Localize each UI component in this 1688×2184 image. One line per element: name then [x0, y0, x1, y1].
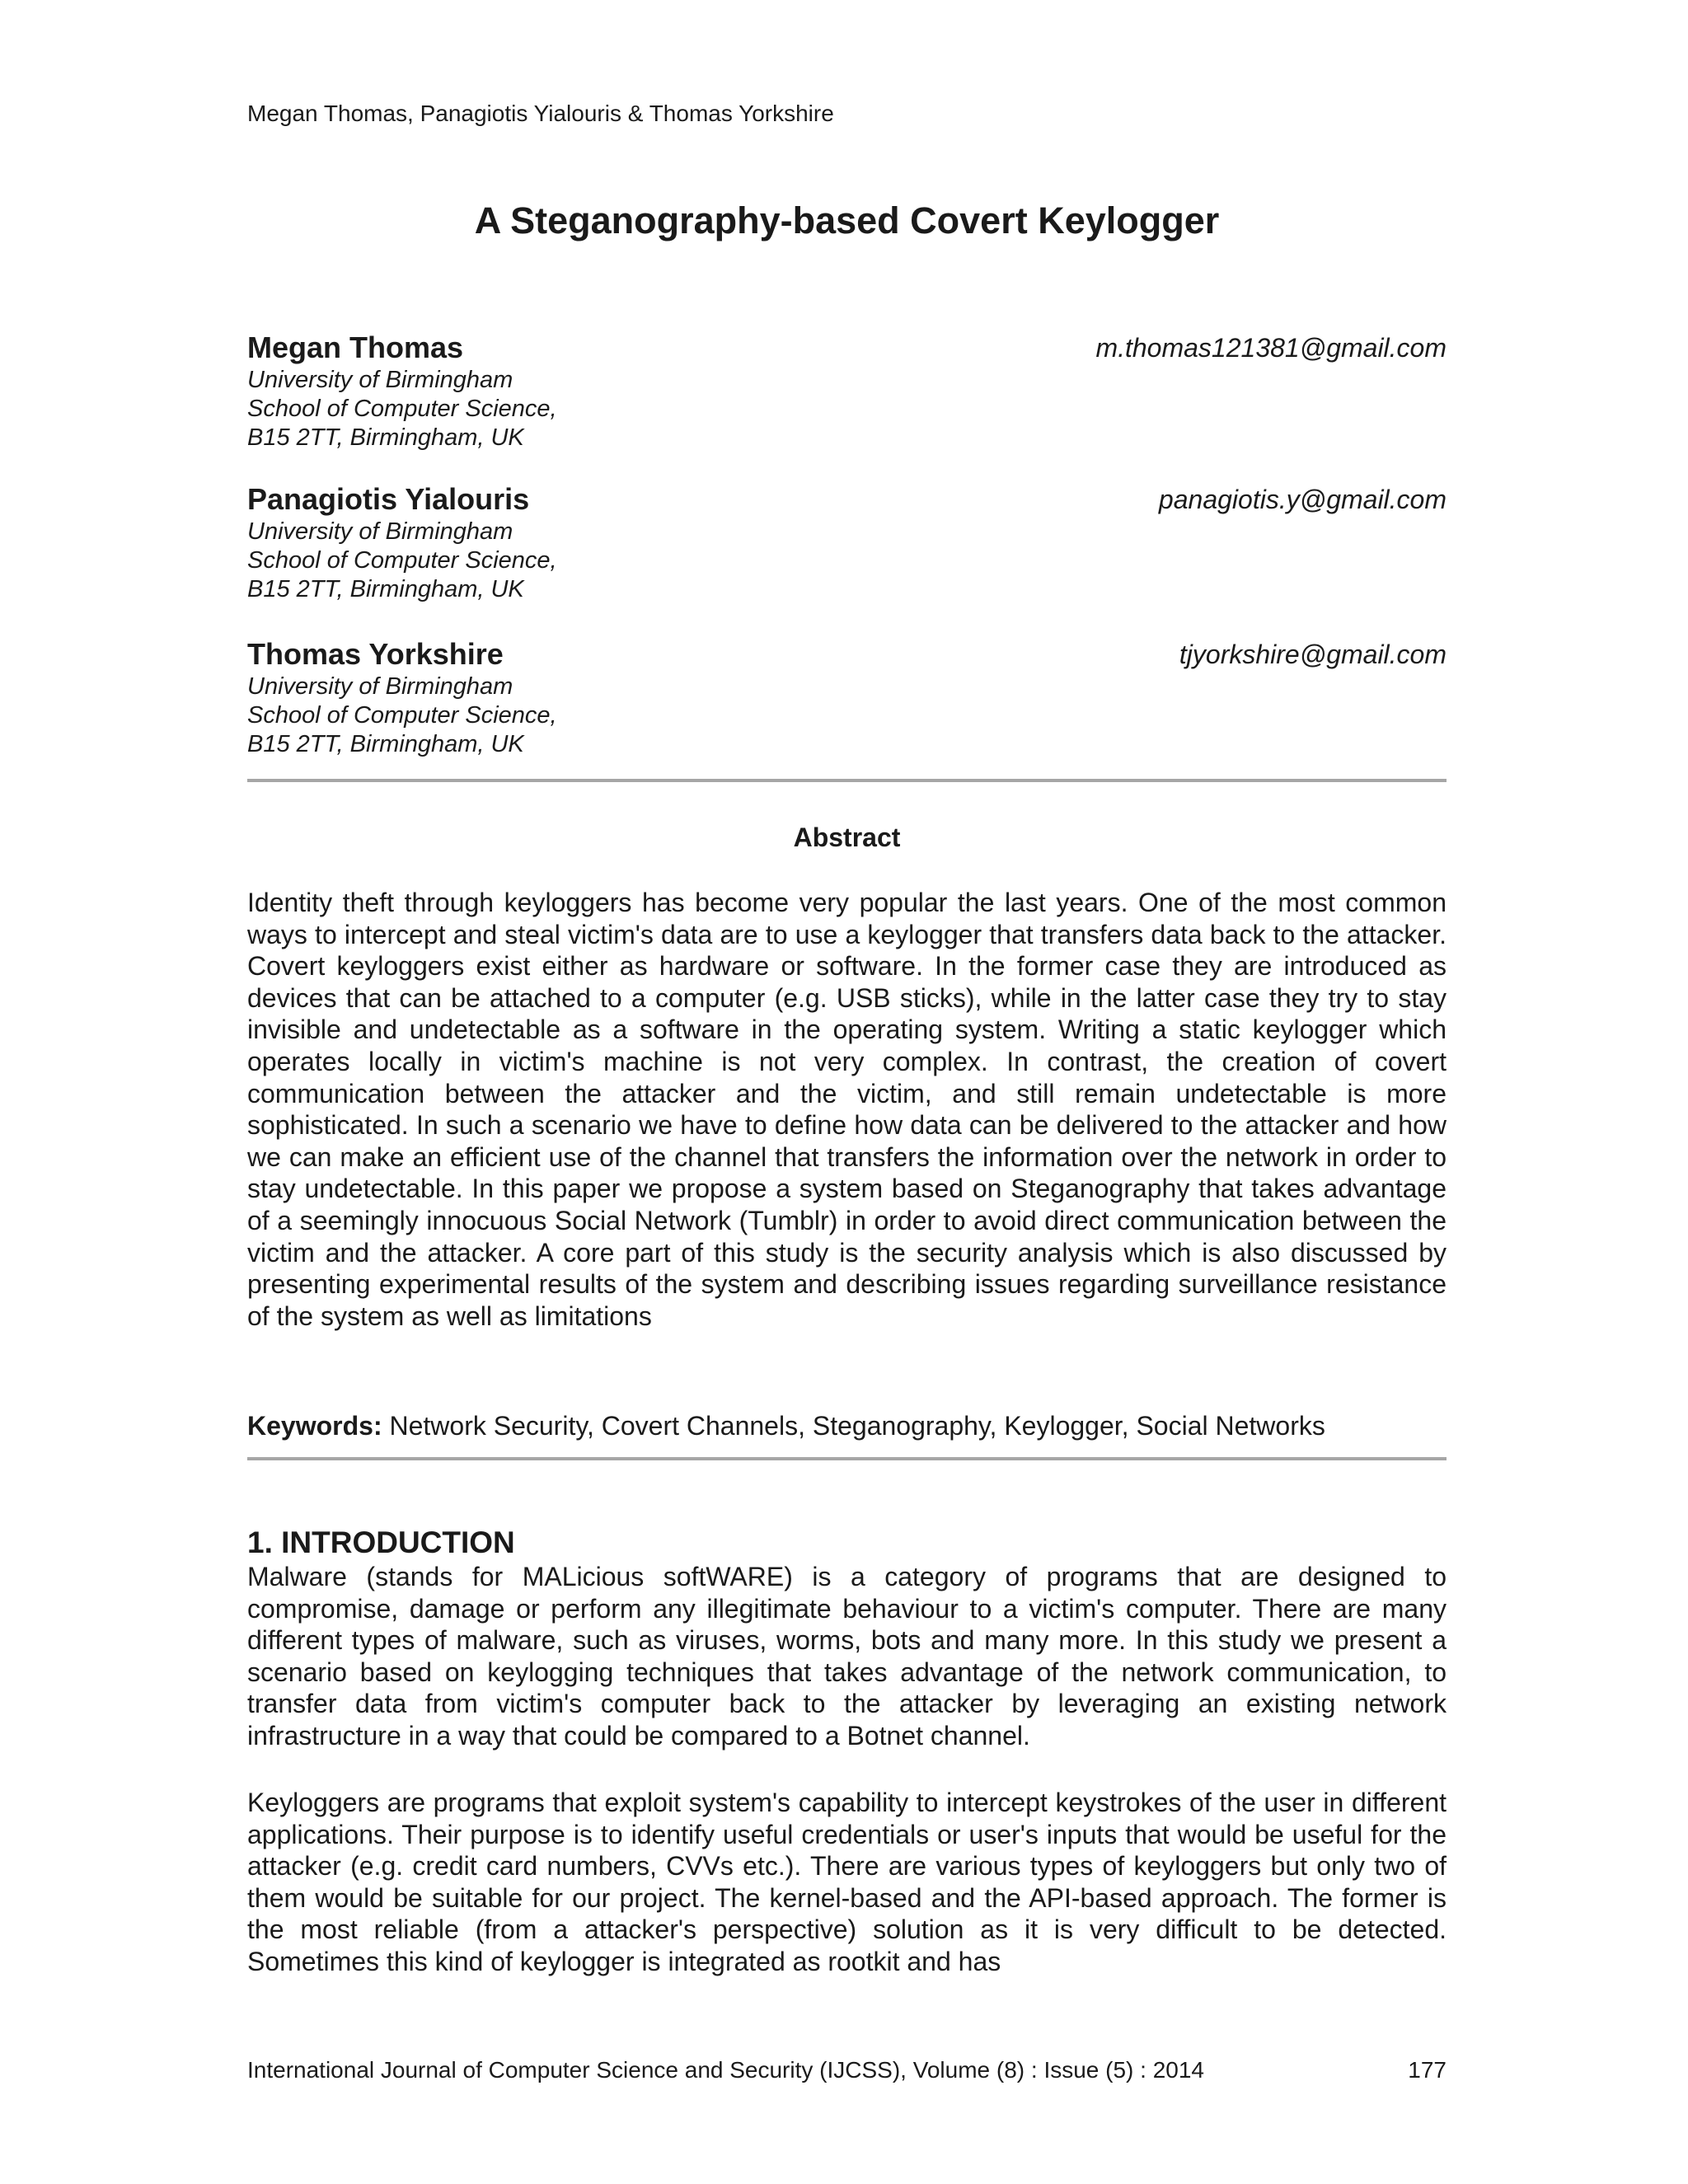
author-affiliation-line: B15 2TT, Birmingham, UK — [247, 424, 524, 451]
introduction-paragraph: Malware (stands for MALicious softWARE) is a category of programs that are designed to compromise, damage or perform any illegitimate behaviour to a victim's computer. There are many different types of malware, such as viruses, worms, bots and many more. In this study we present a scenario based on keylogging techniques that takes advantage of the network communication, to transfer data from victim's computer back to the attacker by leveraging an existing network infrastructure in a way that could be compared to a Botnet channel. — [247, 1562, 1447, 1750]
author-affiliation-line: School of Computer Science, — [247, 547, 557, 574]
author-affiliation-line: School of Computer Science, — [247, 702, 557, 729]
author-affiliation-line: University of Birmingham — [247, 367, 513, 393]
author-affiliation-line: University of Birmingham — [247, 673, 513, 700]
author-affiliation-line: School of Computer Science, — [247, 396, 557, 422]
keywords-label: Keywords: — [247, 1411, 382, 1441]
abstract-text: Identity theft through keyloggers has become very popular the last years. One of the most common ways to intercept and steal victim's data are to use a keylogger that transfers data back to the attacker. Covert keyloggers exist either as hardware or software. In the former case they are introduced as devices that can be attached to a computer (e.g. USB sticks), while in the latter case they try to stay invisible and undetectable as a software in the operating system. Writing a static keylogger which operates locally in victim's machine is not very complex. In contrast, the creation of covert communication between the attacker and the victim, and still remain undetectable is more sophisticated. In such a scenario we have to define how data can be delivered to the attacker and how we can make an efficient use of the channel that transfers the information over the network in order to stay undetectable. In this paper we propose a system based on Steganography that takes advantage of a seemingly innocuous Social Network (Tumblr) in order to avoid direct communication between the victim and the attacker. A core part of this study is the security analysis which is also discussed by presenting experimental results of the system and describing issues regarding surveillance resistance of the system as well as limitations — [247, 888, 1447, 1331]
divider-rule — [247, 779, 1447, 782]
author-affiliation-line: B15 2TT, Birmingham, UK — [247, 576, 524, 602]
keywords-value: Network Security, Covert Channels, Steganography, Keylogger, Social Networks — [389, 1411, 1325, 1441]
introduction-paragraph: Keyloggers are programs that exploit system's capability to intercept keystrokes of the user in different applications. Their purpose is to identify useful credentials or user's inputs that would be useful for the attacker (e.g. credit card numbers, CVVs etc.). There are various types of keyloggers but only two of them would be suitable for our project. The kernel-based and the API-based approach. The former is the most reliable (from a attacker's perspective) solution as it is very difficult to be detected. Sometimes this kind of keylogger is integrated as rootkit and has — [247, 1788, 1447, 1976]
footer-journal: International Journal of Computer Science and Security (IJCSS), Volume (8) : Issue (5) : 2014 — [247, 2057, 1205, 2083]
author-block — [247, 481, 1447, 604]
page-footer — [247, 2055, 1447, 2085]
author-name: Panagiotis Yialouris — [247, 482, 530, 516]
keywords — [247, 1409, 1447, 1442]
paper-page — [247, 0, 1447, 2184]
author-affiliation-line: University of Birmingham — [247, 518, 513, 545]
author-email: m.thomas121381@gmail.com — [1095, 333, 1447, 363]
author-email: panagiotis.y@gmail.com — [1158, 485, 1447, 514]
section-heading-introduction: 1. INTRODUCTION — [247, 1526, 515, 1559]
paper-title: A Steganography-based Covert Keylogger — [474, 199, 1220, 241]
author-block — [247, 636, 1447, 759]
author-email: tjyorkshire@gmail.com — [1179, 640, 1447, 669]
abstract-heading: Abstract — [793, 823, 901, 852]
author-name: Thomas Yorkshire — [247, 637, 504, 671]
author-name: Megan Thomas — [247, 330, 464, 364]
author-block — [247, 330, 1447, 452]
page-number: 177 — [1408, 2057, 1447, 2083]
running-header: Megan Thomas, Panagiotis Yialouris & Thomas Yorkshire — [247, 101, 834, 126]
divider-rule — [247, 1457, 1447, 1460]
author-affiliation-line: B15 2TT, Birmingham, UK — [247, 731, 524, 757]
